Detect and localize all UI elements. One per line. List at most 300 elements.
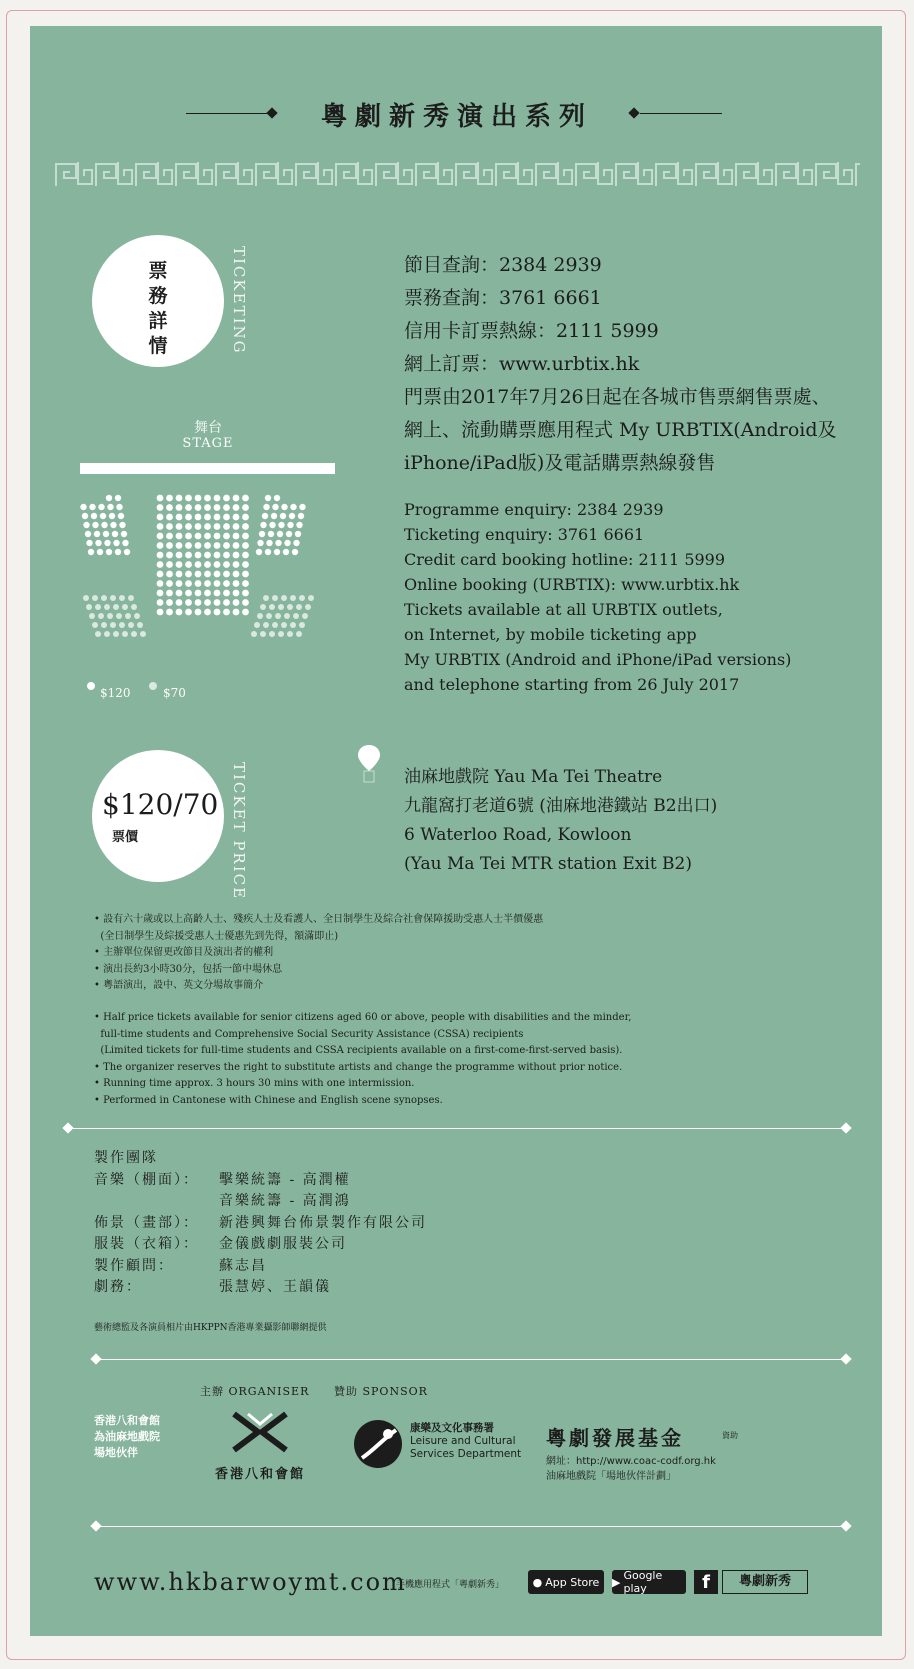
seat-dot	[166, 561, 173, 568]
ticketing-zh-line: 信用卡訂票熱線：2111 5999	[404, 320, 659, 342]
seat-dot	[195, 523, 202, 530]
seat-dot	[284, 613, 290, 619]
seat-dot	[278, 604, 284, 610]
seat-dot	[223, 552, 230, 559]
seat-dot	[122, 631, 128, 637]
seat-dot	[83, 595, 89, 601]
seat-dot	[103, 531, 109, 537]
seat-dot	[104, 631, 110, 637]
seat-dot	[204, 552, 211, 559]
seat-dot	[242, 590, 249, 597]
seat-dot	[176, 580, 183, 587]
seat-dot	[195, 571, 202, 578]
seat-dot	[214, 571, 221, 578]
seat-dot	[233, 542, 240, 549]
ticketing-badge	[92, 235, 224, 367]
seat-dot	[157, 571, 164, 578]
seat-dot	[214, 599, 221, 606]
seat-dot	[296, 631, 302, 637]
note-zh: • 粵語演出，設中、英文分場故事簡介	[94, 980, 264, 991]
seat-dot	[176, 599, 183, 606]
seat-dot	[263, 504, 269, 510]
seat-dot	[233, 552, 240, 559]
seat-dot	[204, 514, 211, 521]
seat-dot	[281, 595, 287, 601]
seat-dot	[110, 522, 116, 528]
seat-dot	[223, 514, 230, 521]
seat-dot	[88, 549, 94, 555]
seat-dot	[272, 595, 278, 601]
seat-dot	[242, 495, 249, 502]
seat-dot	[233, 590, 240, 597]
seat-dot	[299, 622, 305, 628]
coac-scheme: 油麻地戲院「場地伙伴計劃」	[546, 1471, 676, 1482]
ticketing-zh-line: iPhone/iPad版)及電話購票熱線發售	[404, 452, 716, 474]
photo-credit: 藝術總監及各演員相片由HKPPN香港專業攝影師聯網提供	[94, 1323, 327, 1333]
ticketing-zh-line: 票務查詢：3761 6661	[404, 287, 602, 309]
seat-dot	[185, 552, 192, 559]
seat-dot	[233, 599, 240, 606]
seat-dot	[118, 513, 124, 519]
seat-dot	[185, 590, 192, 597]
seat-dot	[176, 609, 183, 616]
seat-dot	[185, 561, 192, 568]
seat-dot	[157, 495, 164, 502]
organiser-label: 主辦 ORGANISER	[200, 1385, 310, 1398]
seat-dot	[119, 595, 125, 601]
seat-dot	[257, 540, 263, 546]
seat-dot	[104, 604, 110, 610]
stage-label-zh: 舞台	[194, 420, 222, 436]
coac-web[interactable]: 網址：http://www.coac-codf.org.hk	[546, 1456, 716, 1467]
seat-dot	[287, 522, 293, 528]
app-store-badge[interactable]: ● App Store	[528, 1570, 604, 1594]
seat-dot	[157, 533, 164, 540]
seat-dot	[268, 531, 274, 537]
seat-dot	[223, 609, 230, 616]
seat-dot	[204, 580, 211, 587]
seat-dot	[278, 522, 284, 528]
seat-dot	[157, 599, 164, 606]
seat-dot	[257, 613, 263, 619]
seat-dot	[80, 504, 86, 510]
seat-dot	[223, 542, 230, 549]
seat-dot	[223, 590, 230, 597]
seat-dot	[131, 604, 137, 610]
seat-dot	[242, 552, 249, 559]
seat-dot	[122, 604, 128, 610]
seat-dot	[281, 504, 287, 510]
apple-icon: ●	[532, 1575, 543, 1589]
seat-dot	[110, 622, 116, 628]
location-pin-icon	[356, 743, 382, 785]
seat-dot	[269, 522, 275, 528]
seat-dot	[296, 604, 302, 610]
seat-dot	[214, 561, 221, 568]
seat-dot	[166, 552, 173, 559]
ticketing-zh-block	[404, 249, 837, 480]
seat-dot	[269, 604, 275, 610]
seat-dot	[157, 552, 164, 559]
notes-zh	[94, 912, 543, 995]
credit-row: 劇務： 張慧婷、王韻儀	[94, 1279, 331, 1295]
seat-dot	[299, 504, 305, 510]
note-en: full-time students and Comprehensive Social Security Assistance (CSSA) recipients	[100, 1028, 524, 1040]
seat-dot	[214, 552, 221, 559]
seat-dot	[85, 531, 91, 537]
seat-dot	[233, 580, 240, 587]
seat-dot	[272, 622, 278, 628]
legend-120: $120	[100, 686, 131, 700]
seat-dot	[176, 533, 183, 540]
seat-dot	[260, 604, 266, 610]
seat-dot	[109, 513, 115, 519]
seat-dot	[157, 523, 164, 530]
seat-dot	[157, 609, 164, 616]
seat-dot	[176, 504, 183, 511]
seat-dot	[295, 531, 301, 537]
seat-dot	[83, 522, 89, 528]
seat-dot	[89, 504, 95, 510]
seat-dot	[233, 523, 240, 530]
key-pattern-border	[54, 160, 860, 188]
seat-dot	[115, 495, 121, 501]
section-divider	[100, 1526, 842, 1527]
seat-dot	[233, 504, 240, 511]
seat-dot	[298, 513, 304, 519]
seat-dot	[214, 542, 221, 549]
seat-dot	[275, 613, 281, 619]
seat-dot	[265, 495, 271, 501]
seat-dot	[223, 580, 230, 587]
ticketing-en-line: My URBTIX (Android and iPhone/iPad versions)	[404, 650, 792, 669]
ticket-price-badge	[92, 750, 224, 882]
facebook-page-label[interactable]: 粵劇新秀	[722, 1570, 808, 1594]
ticket-price-label: 票價	[112, 830, 139, 845]
website-link[interactable]: www.hkbarwoymt.com	[94, 1568, 407, 1596]
seat-dot	[195, 561, 202, 568]
seat-dot	[214, 590, 221, 597]
seat-dot	[91, 513, 97, 519]
ticketing-vertical-label: TICKETING	[230, 246, 248, 355]
seat-dot	[157, 561, 164, 568]
play-icon: ▶	[612, 1575, 621, 1589]
seat-dot	[271, 513, 277, 519]
seat-dot	[242, 571, 249, 578]
seat-dot	[195, 504, 202, 511]
seat-dot	[204, 504, 211, 511]
ticket-price-amount: $120/70	[102, 788, 219, 821]
ticketing-en-line: Tickets available at all URBTIX outlets,	[404, 600, 723, 619]
seat-dot	[214, 523, 221, 530]
seat-dot	[106, 549, 112, 555]
seat-dot	[204, 590, 211, 597]
ticketing-zh-line: 門票由2017年7月26日起在各城市售票網售票處、	[404, 386, 831, 408]
seat-dot	[233, 571, 240, 578]
seat-dot	[185, 495, 192, 502]
seat-dot	[283, 549, 289, 555]
seat-dot	[92, 622, 98, 628]
lcsd-name: 康樂及文化事務署 Leisure and Cultural Services Department	[410, 1422, 522, 1460]
seat-dot	[214, 514, 221, 521]
venue-line: 九龍窩打老道6號 (油麻地港鐵站 B2出口)	[404, 796, 718, 816]
seat-dot	[233, 514, 240, 521]
seat-dot	[299, 595, 305, 601]
seat-dot	[195, 609, 202, 616]
note-en: • Running time approx. 3 hours 30 mins with one intermission.	[94, 1078, 415, 1089]
note-zh: (全日制學生及綜援受惠人士優惠先到先得，額滿即止)	[100, 930, 339, 942]
seat-dot	[289, 513, 295, 519]
seat-dot	[195, 580, 202, 587]
seat-dot	[223, 504, 230, 511]
seat-dot	[242, 514, 249, 521]
seat-dot	[185, 609, 192, 616]
seat-dot	[97, 549, 103, 555]
seat-dot	[262, 513, 268, 519]
seat-dot	[233, 609, 240, 616]
seat-dot	[166, 590, 173, 597]
seat-dot	[107, 613, 113, 619]
credit-row: 音樂（棚面）： 擊樂統籌 - 高潤權	[94, 1171, 351, 1188]
seat-dot	[233, 495, 240, 502]
seat-dot	[223, 599, 230, 606]
facebook-icon[interactable]: f	[694, 1570, 718, 1594]
seat-dot	[204, 495, 211, 502]
seat-dot	[185, 571, 192, 578]
seat-dot	[98, 504, 104, 510]
ticketing-en-line: and telephone starting from 26 July 2017	[404, 675, 740, 694]
note-en: (Limited tickets for full-time students and CSSA recipients available on a first-come-first-served basis).	[100, 1045, 623, 1056]
seat-dot	[223, 523, 230, 530]
seat-dot	[94, 531, 100, 537]
seat-dot	[104, 540, 110, 546]
seat-dot	[256, 549, 262, 555]
seat-dot	[195, 542, 202, 549]
seat-dot	[176, 542, 183, 549]
seat-dot	[176, 590, 183, 597]
seat-dot	[259, 531, 265, 537]
seat-dot	[204, 542, 211, 549]
seat-dot	[98, 613, 104, 619]
seat-dot	[101, 522, 107, 528]
seat-dot	[134, 613, 140, 619]
note-en: • Performed in Cantonese with Chinese and English scene synopses.	[94, 1094, 443, 1106]
seat-dot	[95, 631, 101, 637]
seat-dot	[185, 542, 192, 549]
ticketing-en-block	[404, 497, 791, 697]
seat-dot	[204, 609, 211, 616]
seat-dot	[82, 513, 88, 519]
seat-dot	[284, 540, 290, 546]
venue-line: 6 Waterloo Road, Kowloon	[404, 825, 632, 845]
seat-dot	[107, 504, 113, 510]
seat-dot	[242, 533, 249, 540]
venue-block	[404, 763, 717, 879]
seat-dot	[125, 613, 131, 619]
seat-dot	[214, 504, 221, 511]
seat-dot	[101, 622, 107, 628]
seat-dot	[166, 495, 173, 502]
seat-dot	[286, 531, 292, 537]
seat-dot	[86, 604, 92, 610]
notes-en	[94, 1010, 631, 1109]
seat-dot	[269, 631, 275, 637]
seat-dot	[242, 580, 249, 587]
seat-dot	[281, 622, 287, 628]
seat-dot	[140, 631, 146, 637]
ticketing-en-line: Ticketing enquiry: 3761 6661	[404, 525, 645, 544]
stage-bar	[80, 463, 335, 474]
seat-dot	[185, 599, 192, 606]
coac-sub: 資助	[722, 1431, 738, 1440]
seat-dot	[290, 504, 296, 510]
seat-dot	[166, 571, 173, 578]
seat-dot	[137, 622, 143, 628]
seat-dot	[185, 514, 192, 521]
seat-dot	[204, 561, 211, 568]
credit-row: 佈景（畫部）： 新港興舞台佈景製作有限公司	[94, 1214, 427, 1231]
seat-dot	[263, 595, 269, 601]
page-title: 粵劇新秀演出系列	[320, 102, 593, 132]
seat-dot	[274, 495, 280, 501]
seat-dot	[119, 522, 125, 528]
sponsor-label: 贊助 SPONSOR	[334, 1385, 428, 1398]
credit-row: 音樂統籌 - 高潤鴻	[219, 1193, 351, 1209]
ticket-price-vertical-label: TICKET PRICE	[230, 762, 248, 901]
seat-dot	[176, 552, 183, 559]
seat-dot	[176, 571, 183, 578]
seat-dot	[86, 540, 92, 546]
seat-dot	[254, 622, 260, 628]
seat-dot	[204, 599, 211, 606]
seat-dot	[204, 533, 211, 540]
seat-dot	[92, 595, 98, 601]
seat-dot	[166, 609, 173, 616]
seat-dot	[185, 580, 192, 587]
seat-dot	[266, 540, 272, 546]
seat-dot	[242, 504, 249, 511]
seat-dot	[223, 561, 230, 568]
seat-dot	[296, 522, 302, 528]
seat-dot	[121, 531, 127, 537]
credit-row: 服裝（衣箱）： 金儀戲劇服裝公司	[94, 1236, 347, 1252]
note-en: • The organizer reserves the right to substitute artists and change the programme without prior notice.	[94, 1061, 623, 1073]
stage-label-en: STAGE	[182, 436, 234, 451]
seat-dot	[101, 595, 107, 601]
seat-dot	[113, 604, 119, 610]
seat-dot	[223, 495, 230, 502]
seat-dot	[185, 504, 192, 511]
seat-dot	[272, 504, 278, 510]
seat-dot	[308, 595, 314, 601]
seat-dot	[128, 622, 134, 628]
seat-dot	[287, 604, 293, 610]
app-label: 手機應用程式「粵劇新秀」	[396, 1580, 505, 1590]
seat-dot	[157, 504, 164, 511]
coac-title: 粵劇發展基金	[546, 1426, 684, 1450]
seat-dot	[110, 595, 116, 601]
seat-dot	[251, 631, 257, 637]
note-en: • Half price tickets available for senior citizens aged 60 or above, people with disabilities and the minder,	[94, 1012, 632, 1023]
seat-dot	[157, 580, 164, 587]
seat-dot	[290, 622, 296, 628]
google-play-badge[interactable]: ▶ Google play	[612, 1570, 686, 1594]
ticketing-en-line: Credit card booking hotline: 2111 5999	[404, 550, 726, 569]
seat-dot	[302, 613, 308, 619]
seat-dot	[204, 523, 211, 530]
seat-dot	[195, 599, 202, 606]
seat-dot	[176, 495, 183, 502]
seat-dot	[116, 504, 122, 510]
seat-dot	[195, 590, 202, 597]
seat-dot	[242, 523, 249, 530]
seat-dot	[274, 549, 280, 555]
seat-dot	[131, 631, 137, 637]
seat-dot	[166, 599, 173, 606]
seat-dot	[290, 595, 296, 601]
seat-dot	[214, 495, 221, 502]
seat-dot	[223, 533, 230, 540]
note-zh: • 主辦單位保留更改節目及演出者的權利	[94, 947, 274, 958]
seat-dot	[89, 613, 95, 619]
seat-dot	[214, 533, 221, 540]
seat-dot	[166, 580, 173, 587]
venue-partner-text: 香港八和會館 為油麻地戲院 場地伙伴	[94, 1414, 160, 1459]
seat-dot	[95, 540, 101, 546]
seat-dot	[292, 549, 298, 555]
seat-dot	[122, 540, 128, 546]
seating-plan	[70, 490, 350, 670]
seat-dot	[176, 561, 183, 568]
seat-dot	[157, 590, 164, 597]
seat-dot	[92, 522, 98, 528]
venue-line: (Yau Ma Tei MTR station Exit B2)	[404, 854, 692, 874]
seat-dot	[266, 613, 272, 619]
seat-dot	[260, 522, 266, 528]
seat-dot	[166, 542, 173, 549]
section-divider	[100, 1359, 842, 1360]
seat-dot	[113, 540, 119, 546]
seat-dot	[195, 514, 202, 521]
note-zh: • 演出長約3小時30分，包括一節中場休息	[94, 963, 283, 975]
ticketing-zh-line: 節目查詢：2384 2939	[404, 254, 602, 276]
seat-dot	[214, 609, 221, 616]
ticketing-en-line: on Internet, by mobile ticketing app	[404, 625, 697, 644]
seat-dot	[265, 549, 271, 555]
seat-dot	[233, 533, 240, 540]
seat-dot	[242, 542, 249, 549]
seat-dot	[95, 604, 101, 610]
seat-dot	[280, 513, 286, 519]
credit-row: 製作顧問： 蘇志昌	[94, 1257, 267, 1274]
ticketing-en-line: Online booking (URBTIX): www.urbtix.hk	[404, 575, 740, 594]
ticketing-zh-line: 網上訂票：www.urbtix.hk	[404, 353, 640, 375]
seat-dot	[128, 595, 134, 601]
seat-dot	[195, 533, 202, 540]
seat-dot	[157, 514, 164, 521]
seat-dot	[204, 571, 211, 578]
venue-line: 油麻地戲院 Yau Ma Tei Theatre	[404, 767, 663, 787]
seat-dot	[214, 580, 221, 587]
seat-dot	[293, 540, 299, 546]
seat-dot	[242, 561, 249, 568]
seat-dot	[166, 514, 173, 521]
section-divider	[72, 1128, 842, 1129]
seat-dot	[124, 549, 130, 555]
legend-70: $70	[163, 686, 186, 700]
ticketing-en-line: Programme enquiry: 2384 2939	[404, 500, 664, 519]
seat-dot	[263, 622, 269, 628]
